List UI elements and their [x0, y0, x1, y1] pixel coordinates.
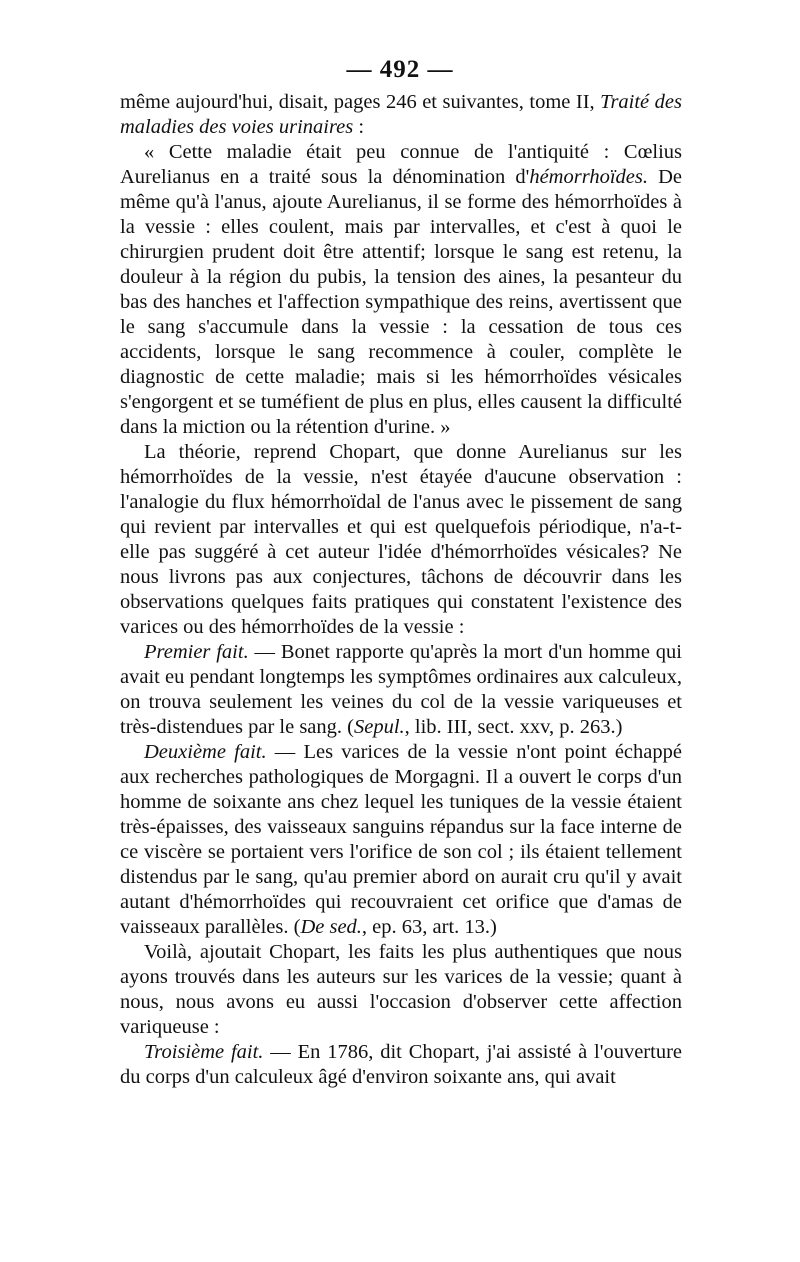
citation-title: De sed. — [300, 916, 362, 938]
paragraph-6 — [120, 940, 682, 1040]
text-segment: La théorie, reprend Chopart, que donne Aurelianus sur les hémorrhoïdes de la vessie, n'est étayée d'aucune observation : l'analogie du flux hémorrhoïdal de l'anus avec le pissement de sang qui revient par intervalles et qui est quelquefois périodique, n'a-t-elle pas suggéré à cet auteur l'idée d'hémorrhoïdes vésicales? Ne nous livrons pas aux conjectures, tâchons de découvrir dans les observations quelques faits pratiques qui constatent l'existence des varices ou des hémorrhoïdes de la vessie : — [120, 441, 682, 638]
book-title: Traité des maladies des voies urinaires — [120, 91, 682, 138]
text-segment: — Les varices de la vessie n'ont point échappé aux recherches pathologiques de Morgagni. Il a ouvert le corps d'un homme de soixante ans chez lequel les tuniques de la vessie étaient très-épaisses, des vaisseaux sanguins répandus sur la face interne de ce viscère se portaient vers l'orifice de son col ; ils étaient tellement distendus par le sang, qu'au premier abord on aurait cru qu'il y avait autant d'hémorrhoïdes qui recouvraient cet orifice que d'amas de vaisseaux parallèles. ( — [120, 741, 682, 938]
case-heading: Deuxième fait. — [144, 741, 267, 763]
paragraph-5 — [120, 740, 682, 940]
paragraph-2 — [120, 140, 682, 440]
text-segment: De même qu'à l'anus, ajoute Aurelianus, il se forme des hémorrhoïdes à la vessie : elles coulent, mais par intervalles, et c'est à quoi le chirurgien prudent doit être attentif; lorsque le sang est retenu, la douleur à la région du pubis, la tension des aines, la pesanteur du bas des hanches et l'affection sympathique des reins, avertissent que le sang s'accumule dans la vessie : la cessation de tous ces accidents, lorsque le sang recommence à couler, complète le diagnostic de cette maladie; mais si les hémorrhoïdes vésicales s'engorgent et se tuméfient de plus en plus, elles causent la difficulté dans la miction ou la rétention d'urine. » — [120, 166, 682, 438]
text-segment: , lib. III, sect. xxv, p. 263.) — [404, 716, 623, 738]
paragraph-4 — [120, 640, 682, 740]
paragraph-1 — [120, 90, 682, 140]
case-heading: Premier fait. — [144, 641, 249, 663]
text-segment: même aujourd'hui, disait, pages 246 et suivantes, tome II, — [120, 91, 601, 113]
text-segment: Voilà, ajoutait Chopart, les faits les plus authentiques que nous ayons trouvés dans les auteurs sur les varices de la vessie; quant à nous, nous avons eu aussi l'occasion d'observer cette affection variqueuse : — [120, 941, 682, 1038]
text-segment: — Bonet rapporte qu'après la mort d'un homme qui avait eu pendant longtemps les symptômes ordinaires aux calculeux, on trouva seulement les veines du col de la vessie variqueuses et très-distendues par le sang. ( — [120, 641, 682, 738]
paragraph-7 — [120, 1040, 682, 1090]
italic-term: hémorrhoïdes. — [529, 166, 648, 188]
body-text — [120, 90, 682, 1090]
case-heading: Troisième fait. — [144, 1041, 264, 1063]
page-number: — 492 — — [346, 56, 454, 83]
paragraph-3 — [120, 440, 682, 640]
citation-title: Sepul. — [353, 716, 405, 738]
text-segment: — En 1786, dit Chopart, j'ai assisté à l'ouverture du corps d'un calculeux âgé d'environ soixante ans, qui avait — [120, 1041, 682, 1088]
text-segment: : — [353, 116, 365, 138]
text-segment: « Cette maladie était peu connue de l'antiquité : Cœlius Aurelianus en a traité sous la dénomination d' — [120, 141, 682, 188]
text-segment: , ep. 63, art. 13.) — [361, 916, 497, 938]
